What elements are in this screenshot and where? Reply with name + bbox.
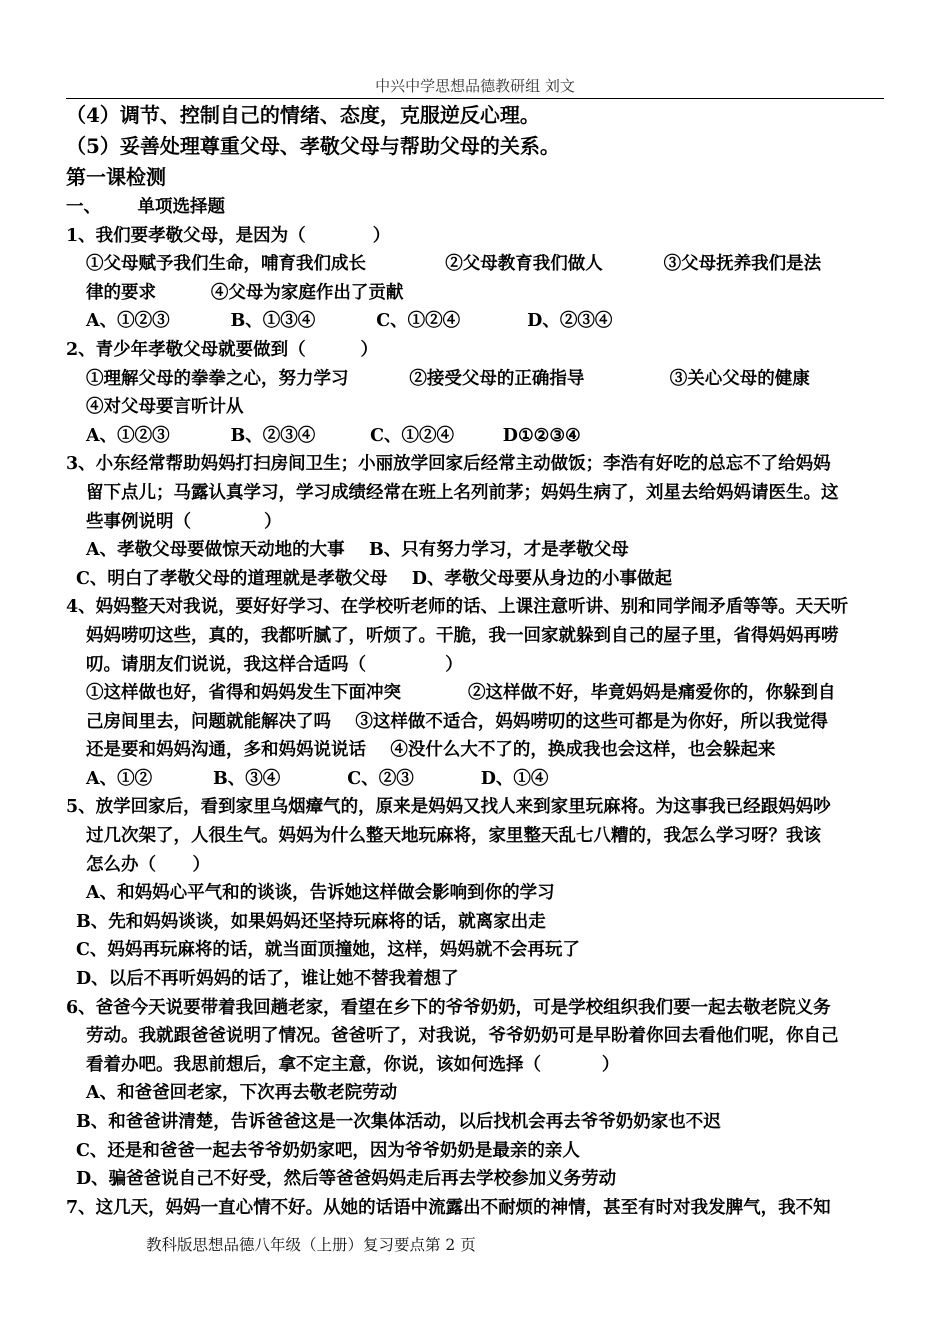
section-title: 第一课检测 — [66, 165, 166, 189]
question-2-statements: ④对父母要言听计从 — [86, 397, 244, 418]
question-4-text: 妈妈唠叨这些，真的，我都听腻了，听烦了。干脆，我一回家就躲到自己的屋子里，省得妈妈再唠 — [86, 625, 839, 646]
text-line: （5）妥善处理尊重父母、孝敬父母与帮助父母的关系。 — [66, 134, 560, 158]
section-subtitle: 一、 单项选择题 — [66, 197, 226, 217]
question-6-option: A、和爸爸回老家，下次再去敬老院劳动 — [86, 1083, 398, 1104]
question-4-statements: ①这样做也好，省得和妈妈发生下面冲突 ②这样做不好，毕竟妈妈是痛爱你的，你躲到自 — [86, 683, 836, 704]
page-header: 中兴中学思想品德教研组 刘文 — [66, 74, 884, 99]
question-3: 3、小东经常帮助妈妈打扫房间卫生；小丽放学回家后经常主动做饭；李浩有好吃的总忘不了给妈妈 — [66, 454, 831, 475]
question-5-option: B、先和妈妈谈谈，如果妈妈还坚持玩麻将的话，就离家出走 — [76, 911, 546, 932]
question-4-options: A、①② B、③④ C、②③ D、①④ — [86, 768, 549, 789]
question-4: 4、妈妈整天对我说，要好好学习、在学校听老师的话、上课注意听讲、别和同学闹矛盾等等。天天听 — [66, 597, 849, 618]
question-2: 2、青少年孝敬父母就要做到（ ） — [66, 339, 379, 360]
document-body — [66, 100, 888, 1222]
question-5-text: 过几次架了，人很生气。妈妈为什么整天地玩麻将，家里整天乱七八糟的，我怎么学习呀？我该 — [86, 826, 821, 847]
question-6-option: C、还是和爸爸一起去爷爷奶奶家吧，因为爷爷奶奶是最亲的亲人 — [76, 1140, 580, 1161]
page-footer: 教科版思想品德八年级（上册）复习要点第 2 页 — [146, 1236, 476, 1254]
question-6-option: B、和爸爸讲清楚，告诉爸爸这是一次集体活动，以后找机会再去爷爷奶奶家也不迟 — [76, 1112, 721, 1132]
question-5-text: 怎么办（ ） — [86, 854, 211, 875]
question-1: 1、我们要孝敬父母，是因为（ ） — [66, 225, 391, 246]
question-4-statements: 己房间里去，问题就能解决了吗 ③这样做不适合，妈妈唠叨的这些可都是为你好，所以我觉得 — [86, 711, 828, 732]
question-7: 7、这几天，妈妈一直心情不好。从她的话语中流露出不耐烦的神情，甚至有时对我发脾气，我不知 — [66, 1197, 831, 1218]
text-line: （4）调节、控制自己的情绪、态度，克服逆反心理。 — [66, 103, 540, 127]
question-3-options: C、明白了孝敬父母的道理就是孝敬父母 D、孝敬父母要从身边的小事做起 — [76, 568, 672, 589]
question-5-option: D、以后不再听妈妈的话了，谁让她不替我着想了 — [76, 969, 459, 990]
question-1-statements: ①父母赋予我们生命，哺育我们成长 ②父母教育我们做人 ③父母抚养我们是法 — [86, 254, 822, 275]
question-5: 5、放学回家后，看到家里乌烟瘴气的，原来是妈妈又找人来到家里玩麻将。为这事我已经跟妈妈吵 — [66, 797, 831, 818]
question-5-option: C、妈妈再玩麻将的话，就当面顶撞她，这样，妈妈就不会再玩了 — [76, 940, 580, 961]
question-6-text: 劳动。我就跟爸爸说明了情况。爸爸听了，对我说，爷爷奶奶可是早盼着你回去看他们呢，你自己 — [86, 1026, 839, 1047]
question-5-option: A、和妈妈心平气和的谈谈，告诉她这样做会影响到你的学习 — [86, 883, 555, 904]
question-3-text: 些事例说明（ ） — [86, 511, 282, 532]
question-6-text: 看着办吧。我思前想后，拿不定主意，你说，该如何选择（ ） — [86, 1054, 620, 1075]
question-3-options: A、孝敬父母要做惊天动地的大事 B、只有努力学习，才是孝敬父母 — [86, 540, 629, 561]
question-1-statements: 律的要求 ④父母为家庭作出了贡献 — [86, 282, 404, 303]
question-6-option: D、骗爸爸说自己不好受，然后等爸爸妈妈走后再去学校参加义务劳动 — [76, 1169, 617, 1190]
question-2-options: A、①②③ B、②③④ C、①②④ D①②③④ — [86, 425, 581, 446]
question-4-statements: 还是要和妈妈沟通，多和妈妈说说话 ④没什么大不了的，换成我也会这样，也会躲起来 — [86, 740, 776, 761]
question-6: 6、爸爸今天说要带着我回趟老家，看望在乡下的爷爷奶奶，可是学校组织我们要一起去敬老院义务 — [66, 997, 831, 1018]
question-3-text: 留下点儿；马露认真学习，学习成绩经常在班上名列前茅；妈妈生病了，刘星去给妈妈请医生。这 — [86, 482, 839, 503]
question-4-text: 叨。请朋友们说说，我这样合适吗（ ） — [86, 654, 463, 675]
question-2-statements: ①理解父母的拳拳之心，努力学习 ②接受父母的正确指导 ③关心父母的健康 — [86, 368, 810, 389]
question-1-options: A、①②③ B、①③④ C、①②④ D、②③④ — [86, 311, 613, 332]
